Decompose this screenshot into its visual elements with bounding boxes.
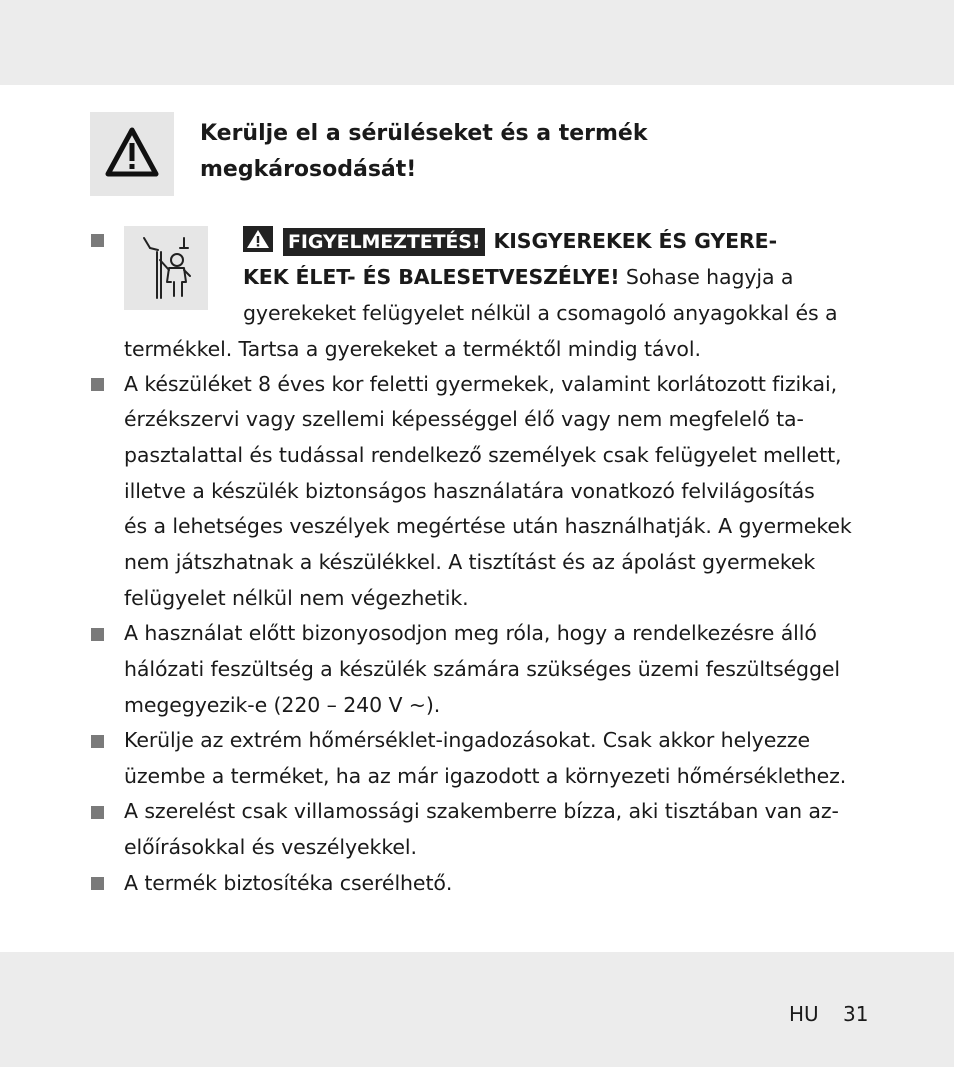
child-warning-line-4: termékkel. Tartsa a gyerekeket a terméktől mindig távol. <box>124 337 701 361</box>
child-warning-line-3: gyerekeket felügyelet nélkül a csomagoló anyagokkal és a <box>243 301 838 325</box>
list-item-1-line-6: nem játszhatnak a készülékkel. A tisztítást és az ápolást gyermekek <box>124 550 816 574</box>
heading-line-2: megkárosodását! <box>200 157 417 182</box>
child-warning-title-1: KISGYEREKEK ÉS GYERE- <box>493 229 777 253</box>
heading-line-1: Kerülje el a sérüléseket és a termék <box>200 121 648 146</box>
top-margin-bar <box>0 0 954 85</box>
bullet-square-icon <box>91 234 104 247</box>
bullet-square-icon <box>91 378 104 391</box>
list-item-1-line-5: és a lehetséges veszélyek megértése után használhatják. A gyermekek <box>124 514 852 538</box>
bullet-square-icon <box>91 806 104 819</box>
child-warning-title-2: KEK ÉLET- ÉS BALESETVESZÉLYE! <box>243 265 620 289</box>
child-warning-text-2: Sohase hagyja a <box>619 265 794 289</box>
page-number: 31 <box>843 1002 869 1026</box>
warning-icon-box <box>90 112 174 196</box>
child-warning-line-2 <box>243 259 793 295</box>
child-safety-icon <box>124 226 208 310</box>
list-item-1-line-4: illetve a készülék biztonságos használatára vonatkozó felvilágosítás <box>124 479 815 503</box>
section-heading <box>200 116 900 188</box>
list-item-1-line-2: érzékszervi vagy szellemi képességgel élő vagy nem megfelelő ta- <box>124 407 804 431</box>
bullet-square-icon <box>91 877 104 890</box>
list-item-2-line-1: A használat előtt bizonyosodjon meg róla, hogy a rendelkezésre álló <box>124 621 817 645</box>
warning-tag: FIGYELMEZTETÉS! <box>283 228 485 256</box>
list-item-3-line-2: üzembe a terméket, ha az már igazodott a környezeti hőmérséklethez. <box>124 764 847 788</box>
list-item-4-line-2: előírásokkal és veszélyekkel. <box>124 835 417 859</box>
child-warning-line-1 <box>243 223 777 259</box>
list-item-2-line-3: megegyezik-e (220 – 240 V ~). <box>124 693 441 717</box>
list-item-5-line-1: A termék biztosítéka cserélhető. <box>124 871 453 895</box>
list-item-1-line-7: felügyelet nélkül nem végezhetik. <box>124 586 469 610</box>
child-safety-icon-box <box>124 226 208 310</box>
bullet-square-icon <box>91 628 104 641</box>
list-item-1-line-3: pasztalattal és tudással rendelkező személyek csak felügyelet mellett, <box>124 443 842 467</box>
list-item-2-line-2: hálózati feszültség a készülék számára szükséges üzemi feszültséggel <box>124 657 840 681</box>
footer-language: HU <box>789 1002 819 1026</box>
list-item-3-line-1: Kerülje az extrém hőmérséklet-ingadozásokat. Csak akkor helyezze <box>124 728 811 752</box>
list-item-1-line-1: A készüléket 8 éves kor feletti gyermekek, valamint korlátozott fizikai, <box>124 372 838 396</box>
warning-triangle-icon <box>90 112 174 196</box>
list-item-4-line-1: A szerelést csak villamossági szakemberre bízza, aki tisztában van az- <box>124 799 839 823</box>
warning-triangle-icon <box>243 226 273 252</box>
bullet-square-icon <box>91 735 104 748</box>
